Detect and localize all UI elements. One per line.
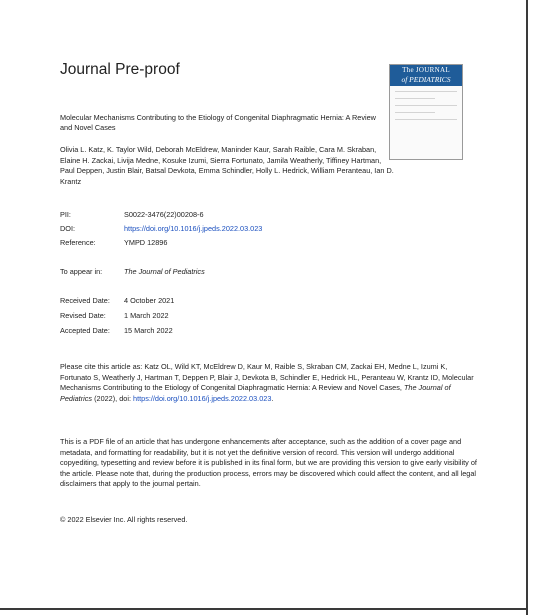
- received-date: 4 October 2021: [124, 296, 175, 305]
- appear-in-label: To appear in:: [60, 267, 103, 276]
- citation-period: .: [271, 393, 274, 403]
- accepted-label: Accepted Date:: [60, 326, 110, 335]
- pii-value: S0022-3476(22)00208-6: [124, 210, 204, 219]
- author-list: Olivia L. Katz, K. Taylor Wild, Deborah McEldrew, Maninder Kaur, Sarah Raible, Cara M. Skraban, Elaine H. Zackai, Livija Medne, Kosuke Izumi, Sierra Fortunato, Jamila Weatherly, Tiffiney Hartman, Paul Deppen, Justin Blair, Batsal Devkota, Emma Schindler, Holly L. Hedrick, William Peranteau, Ian D. Krantz: [60, 145, 394, 186]
- cover-body: [395, 91, 457, 126]
- citation-doi-link[interactable]: https://doi.org/10.1016/j.jpeds.2022.03.023: [133, 393, 272, 403]
- appear-in-journal: The Journal of Pediatrics: [124, 267, 205, 276]
- received-label: Received Date:: [60, 296, 110, 305]
- pre-proof-label: Journal Pre-proof: [60, 61, 180, 78]
- citation-text: Please cite this article as: Katz OL, Wild KT, McEldrew D, Kaur M, Raible S, Skraban CM, Zackai EH, Medne L, Izumi K, Fortunato S, Weatherly J, Hartman T, Deppen P, Blair J, Devkota B, Schindler E, Hedrick HL, Peranteau W, Krantz ID, Molecular Mechanisms Contributing to the Etiology of Congenital Diaphragmatic Hernia: A Review and Novel Cases,: [60, 362, 474, 392]
- reference-value: YMPD 12896: [124, 238, 168, 247]
- journal-cover-thumbnail: [389, 64, 463, 160]
- cover-masthead: [390, 65, 462, 86]
- page-edge-bottom: [0, 608, 528, 610]
- revised-label: Revised Date:: [60, 311, 106, 320]
- citation-paragraph: [60, 362, 480, 404]
- article-title: Molecular Mechanisms Contributing to the Etiology of Congenital Diaphragmatic Hernia: A Review and Novel Cases: [60, 113, 376, 132]
- reference-label: Reference:: [60, 238, 96, 247]
- doi-label: DOI:: [60, 224, 75, 233]
- revised-date: 1 March 2022: [124, 311, 169, 320]
- doi-link[interactable]: https://doi.org/10.1016/j.jpeds.2022.03.023: [124, 224, 263, 233]
- pii-label: PII:: [60, 210, 71, 219]
- copyright-notice: © 2022 Elsevier Inc. All rights reserved.: [60, 515, 188, 524]
- citation-journal: The Journal of Pediatrics: [60, 383, 451, 403]
- cover-title-line2: of PEDIATRICS: [401, 75, 451, 84]
- accepted-date: 15 March 2022: [124, 326, 173, 335]
- cover-title-line1: The JOURNAL: [402, 66, 450, 74]
- page-edge-right: [526, 0, 528, 615]
- citation-doi-prefix: (2022), doi:: [94, 393, 131, 403]
- pre-proof-notice: This is a PDF file of an article that has undergone enhancements after acceptance, such as the addition of a cover page and metadata, and formatting for readability, but it is not yet the definitive version of record. This version will undergo additional copyediting, typesetting and review before it is published in its final form, but we are providing this version to give early visibility of the article. Please note that, during the production process, errors may be discovered which could affect the content, and all legal disclaimers that apply to the journal pertain.: [60, 437, 477, 488]
